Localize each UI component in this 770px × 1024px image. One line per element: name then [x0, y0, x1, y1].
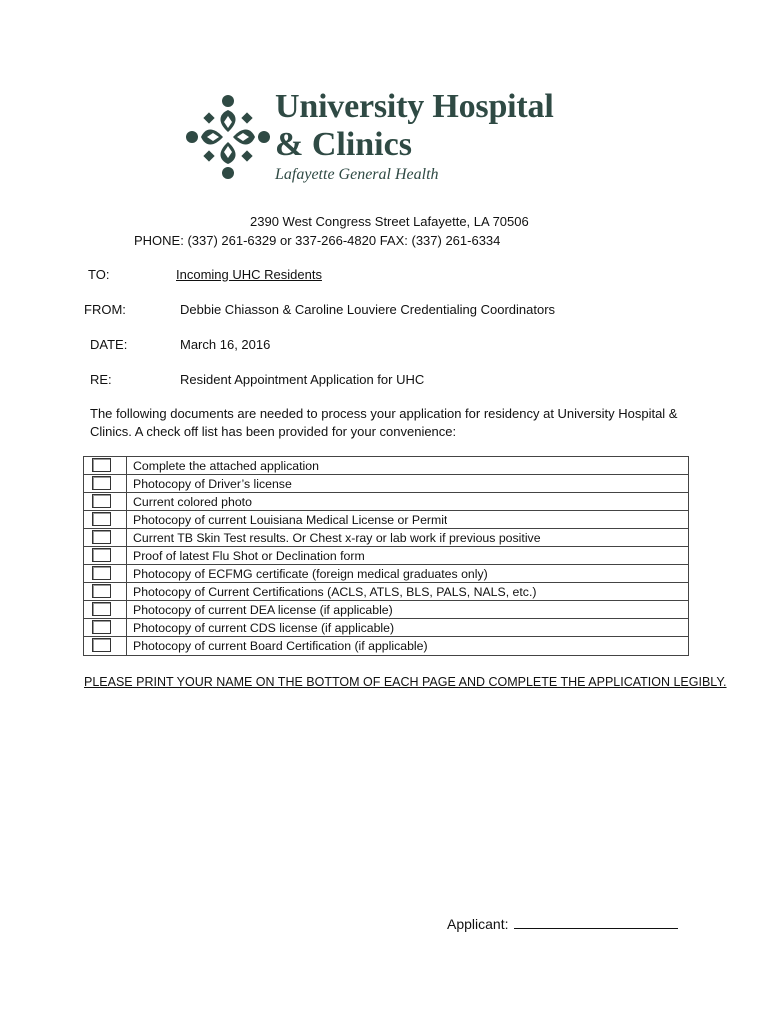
instruction-notice: PLEASE PRINT YOUR NAME ON THE BOTTOM OF EACH PAGE AND COMPLETE THE APPLICATION LEGIBLY. — [84, 675, 727, 689]
checkbox[interactable] — [92, 584, 111, 598]
checklist-item-label: Photocopy of Current Certifications (ACLS, ATLS, BLS, PALS, NALS, etc.) — [133, 585, 537, 599]
checkbox[interactable] — [92, 548, 111, 562]
checklist-item-label: Proof of latest Flu Shot or Declination form — [133, 549, 365, 563]
checklist-row — [84, 601, 688, 619]
hospital-name-line1: University Hospital — [275, 88, 554, 125]
checklist-item-label: Photocopy of current CDS license (if applicable) — [133, 621, 395, 635]
checklist-row — [84, 565, 688, 583]
applicant-label: Applicant: — [447, 916, 509, 932]
intro-paragraph: The following documents are needed to process your application for residency at University Hospital & Clinics. A check off list has been provided for your convenience: — [90, 406, 678, 439]
from-label: FROM: — [84, 302, 126, 317]
checkbox[interactable] — [92, 602, 111, 616]
checklist-row — [84, 511, 688, 529]
checklist-item-label: Current TB Skin Test results. Or Chest x-ray or lab work if previous positive — [133, 531, 541, 545]
checklist-item-label: Photocopy of current DEA license (if applicable) — [133, 603, 393, 617]
checklist-item-label: Photocopy of ECFMG certificate (foreign medical graduates only) — [133, 567, 488, 581]
hospital-tagline: Lafayette General Health — [275, 166, 439, 183]
to-label: TO: — [88, 267, 110, 282]
applicant-name-line[interactable] — [514, 914, 678, 929]
checkbox[interactable] — [92, 512, 111, 526]
checklist-item-label: Current colored photo — [133, 495, 252, 509]
checklist-row — [84, 493, 688, 511]
checkbox[interactable] — [92, 494, 111, 508]
phone-fax-line: PHONE: (337) 261-6329 or 337-266-4820 FAX: (337) 261-6334 — [134, 233, 501, 248]
checklist-row — [84, 619, 688, 637]
checklist-row — [84, 475, 688, 493]
to-value: Incoming UHC Residents — [176, 267, 322, 282]
checklist-item-label: Photocopy of current Louisiana Medical License or Permit — [133, 513, 448, 527]
re-label: RE: — [90, 372, 112, 387]
checkbox[interactable] — [92, 476, 111, 490]
date-value: March 16, 2016 — [180, 337, 271, 352]
re-value: Resident Appointment Application for UHC — [180, 372, 425, 387]
checklist-item-label: Complete the attached application — [133, 459, 319, 473]
from-value: Debbie Chiasson & Caroline Louviere Credentialing Coordinators — [180, 302, 556, 317]
checklist-row — [84, 583, 688, 601]
checkbox[interactable] — [92, 530, 111, 544]
checkbox[interactable] — [92, 638, 111, 652]
checkbox[interactable] — [92, 458, 111, 472]
hospital-name-line2: & Clinics — [275, 126, 412, 163]
document-checklist — [83, 456, 689, 656]
checklist-item-label: Photocopy of Driver’s license — [133, 477, 292, 491]
checkbox[interactable] — [92, 620, 111, 634]
date-label: DATE: — [90, 337, 128, 352]
checklist-row — [84, 529, 688, 547]
checklist-row — [84, 547, 688, 565]
applicant-signature-block — [447, 914, 678, 932]
checklist-row — [84, 457, 688, 475]
checklist-item-label: Photocopy of current Board Certification (if applicable) — [133, 639, 428, 653]
checkbox[interactable] — [92, 566, 111, 580]
address-line: 2390 West Congress Street Lafayette, LA 70506 — [250, 214, 529, 229]
checklist-row — [84, 637, 688, 655]
letterhead-logo — [183, 90, 593, 190]
interlocking-hearts-emblem-icon — [183, 92, 273, 182]
